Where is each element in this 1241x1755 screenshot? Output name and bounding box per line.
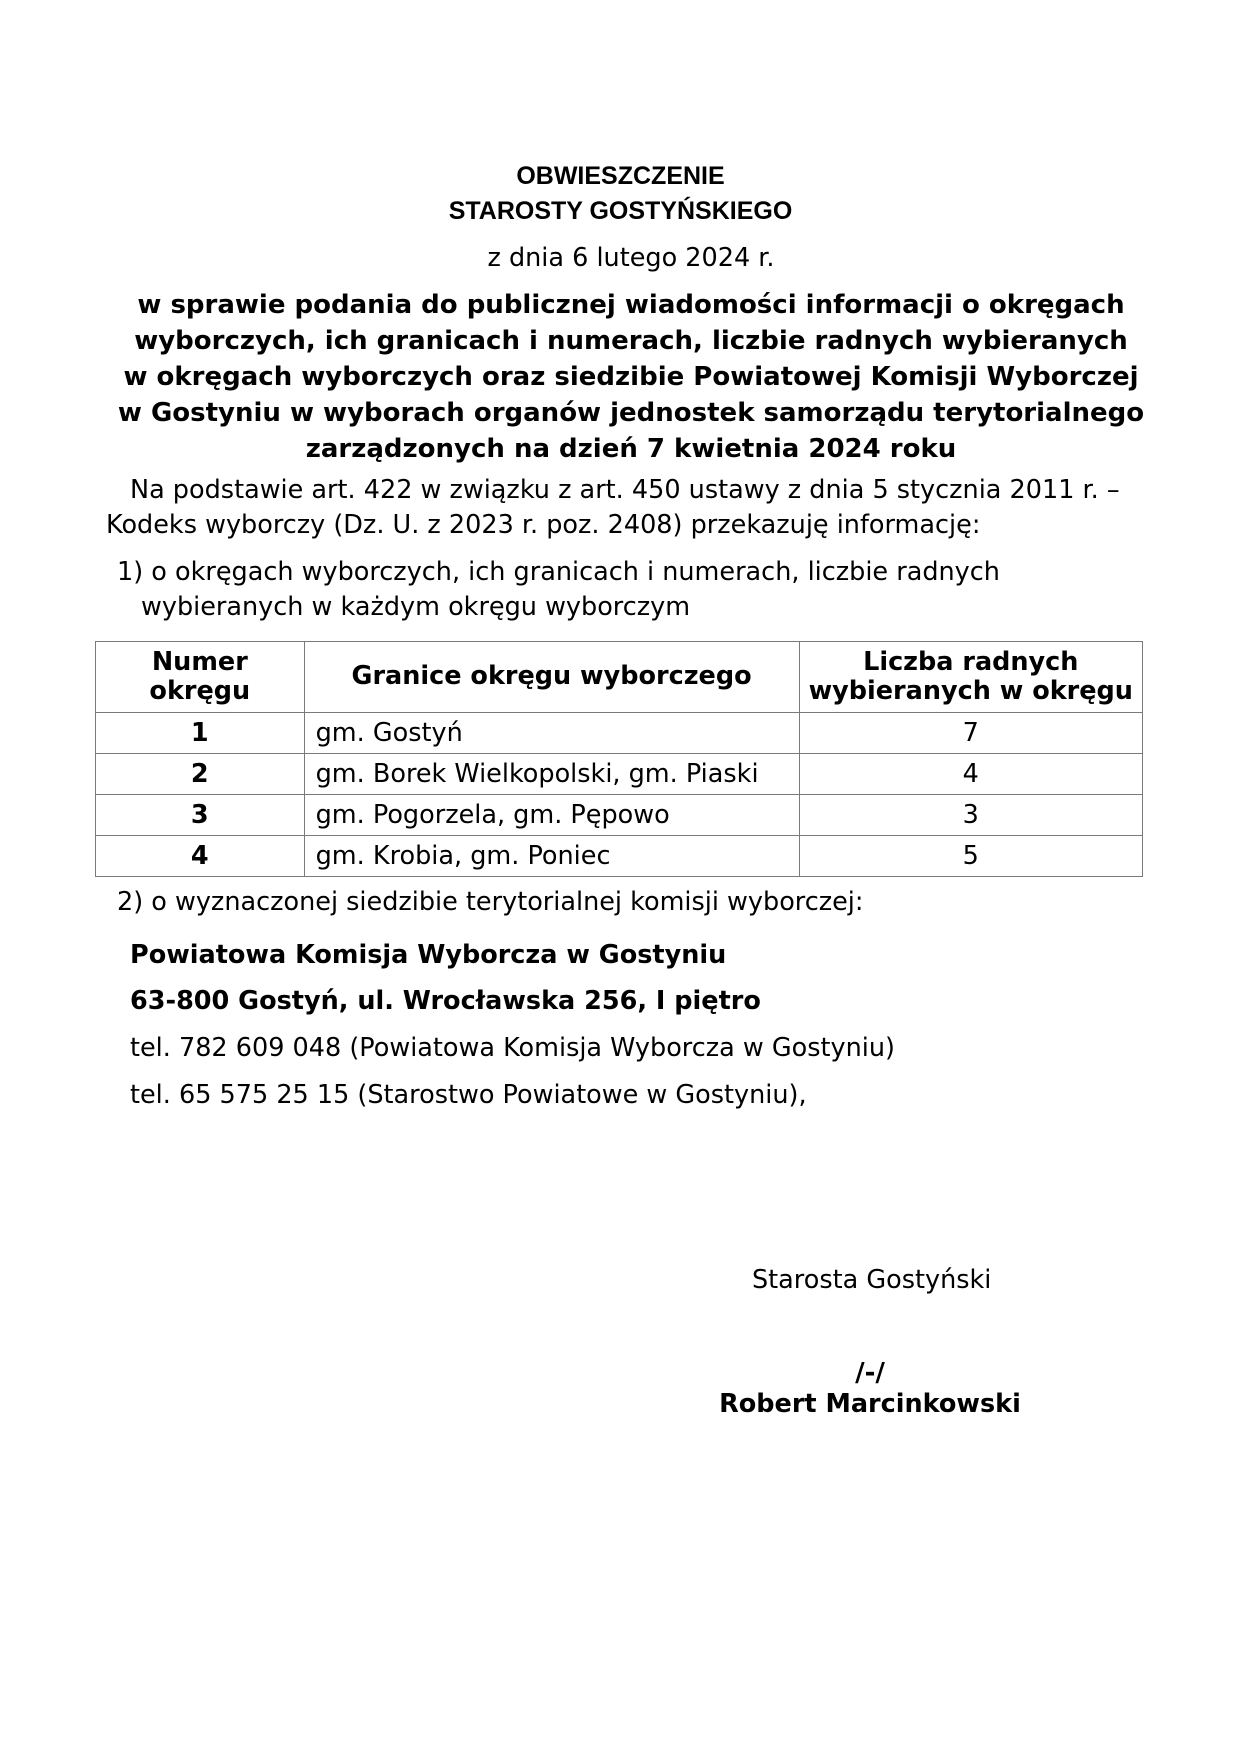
- subject-line: zarządzonych na dzień 7 kwietnia 2024 roku: [305, 433, 957, 464]
- district-boundaries: gm. Borek Wielkopolski, gm. Piaski: [304, 754, 799, 795]
- district-number: 4: [96, 836, 305, 877]
- header-district-boundaries: Granice okręgu wyborczego: [304, 642, 799, 713]
- signatory-name: Robert Marcinkowski: [719, 1389, 1021, 1419]
- point-1: [117, 555, 1137, 625]
- document-date: z dnia 6 lutego 2024 r.: [487, 243, 775, 273]
- document-issuer: STAROSTY GOSTYŃSKIEGO: [448, 197, 793, 225]
- district-boundaries: gm. Gostyń: [304, 713, 799, 754]
- signatory-role: Starosta Gostyński: [752, 1265, 992, 1295]
- table-row: [96, 795, 1143, 836]
- intro-line: Kodeks wyborczy (Dz. U. z 2023 r. poz. 2408) przekazuję informację:: [106, 510, 981, 541]
- commission-name: Powiatowa Komisja Wyborcza w Gostyniu: [130, 940, 727, 970]
- subject-line: w Gostyniu w wyborach organów jednostek samorządu terytorialnego: [117, 397, 1145, 428]
- signature-mark: /-/: [855, 1358, 885, 1388]
- point-1-line: wybieranych w każdym okręgu wyborczym: [141, 592, 691, 623]
- councillor-count: 5: [799, 836, 1142, 877]
- table-header-row: [96, 642, 1143, 713]
- point-2: 2) o wyznaczonej siedzibie terytorialnej komisji wyborczej:: [117, 887, 864, 917]
- document-title: OBWIESZCZENIE: [516, 162, 725, 190]
- legal-basis-paragraph: [106, 473, 1146, 543]
- office-phone: tel. 65 575 25 15 (Starostwo Powiatowe w Gostyniu),: [130, 1080, 807, 1110]
- table-row: [96, 754, 1143, 795]
- intro-line: Na podstawie art. 422 w związku z art. 450 ustawy z dnia 5 stycznia 2011 r. –: [130, 475, 1120, 505]
- subject-line: w sprawie podania do publicznej wiadomości informacji o okręgach: [137, 290, 1125, 320]
- header-text: Liczba radnych: [863, 646, 1079, 677]
- commission-phone: tel. 782 609 048 (Powiatowa Komisja Wyborcza w Gostyniu): [130, 1033, 895, 1063]
- header-councillor-count: [799, 642, 1142, 713]
- subject-line: w okręgach wyborczych oraz siedzibie Powiatowej Komisji Wyborczej: [123, 361, 1139, 392]
- subject-line: wyborczych, ich granicach i numerach, liczbie radnych wybieranych: [134, 325, 1128, 356]
- table-row: [96, 713, 1143, 754]
- header-text: Numer: [151, 646, 248, 677]
- councillor-count: 7: [799, 713, 1142, 754]
- point-1-line: 1) o okręgach wyborczych, ich granicach i numerach, liczbie radnych: [117, 557, 1000, 587]
- district-boundaries: gm. Pogorzela, gm. Pępowo: [304, 795, 799, 836]
- district-boundaries: gm. Krobia, gm. Poniec: [304, 836, 799, 877]
- table-row: [96, 836, 1143, 877]
- district-number: 1: [96, 713, 305, 754]
- document-subject: [110, 288, 1152, 467]
- district-number: 2: [96, 754, 305, 795]
- header-text: wybieranych w okręgu: [808, 676, 1133, 706]
- councillor-count: 4: [799, 754, 1142, 795]
- councillor-count: 3: [799, 795, 1142, 836]
- header-district-number: [96, 642, 305, 713]
- district-number: 3: [96, 795, 305, 836]
- header-text: okręgu: [149, 676, 251, 706]
- districts-table: [95, 641, 1143, 877]
- commission-address: 63-800 Gostyń, ul. Wrocławska 256, I piętro: [130, 986, 761, 1016]
